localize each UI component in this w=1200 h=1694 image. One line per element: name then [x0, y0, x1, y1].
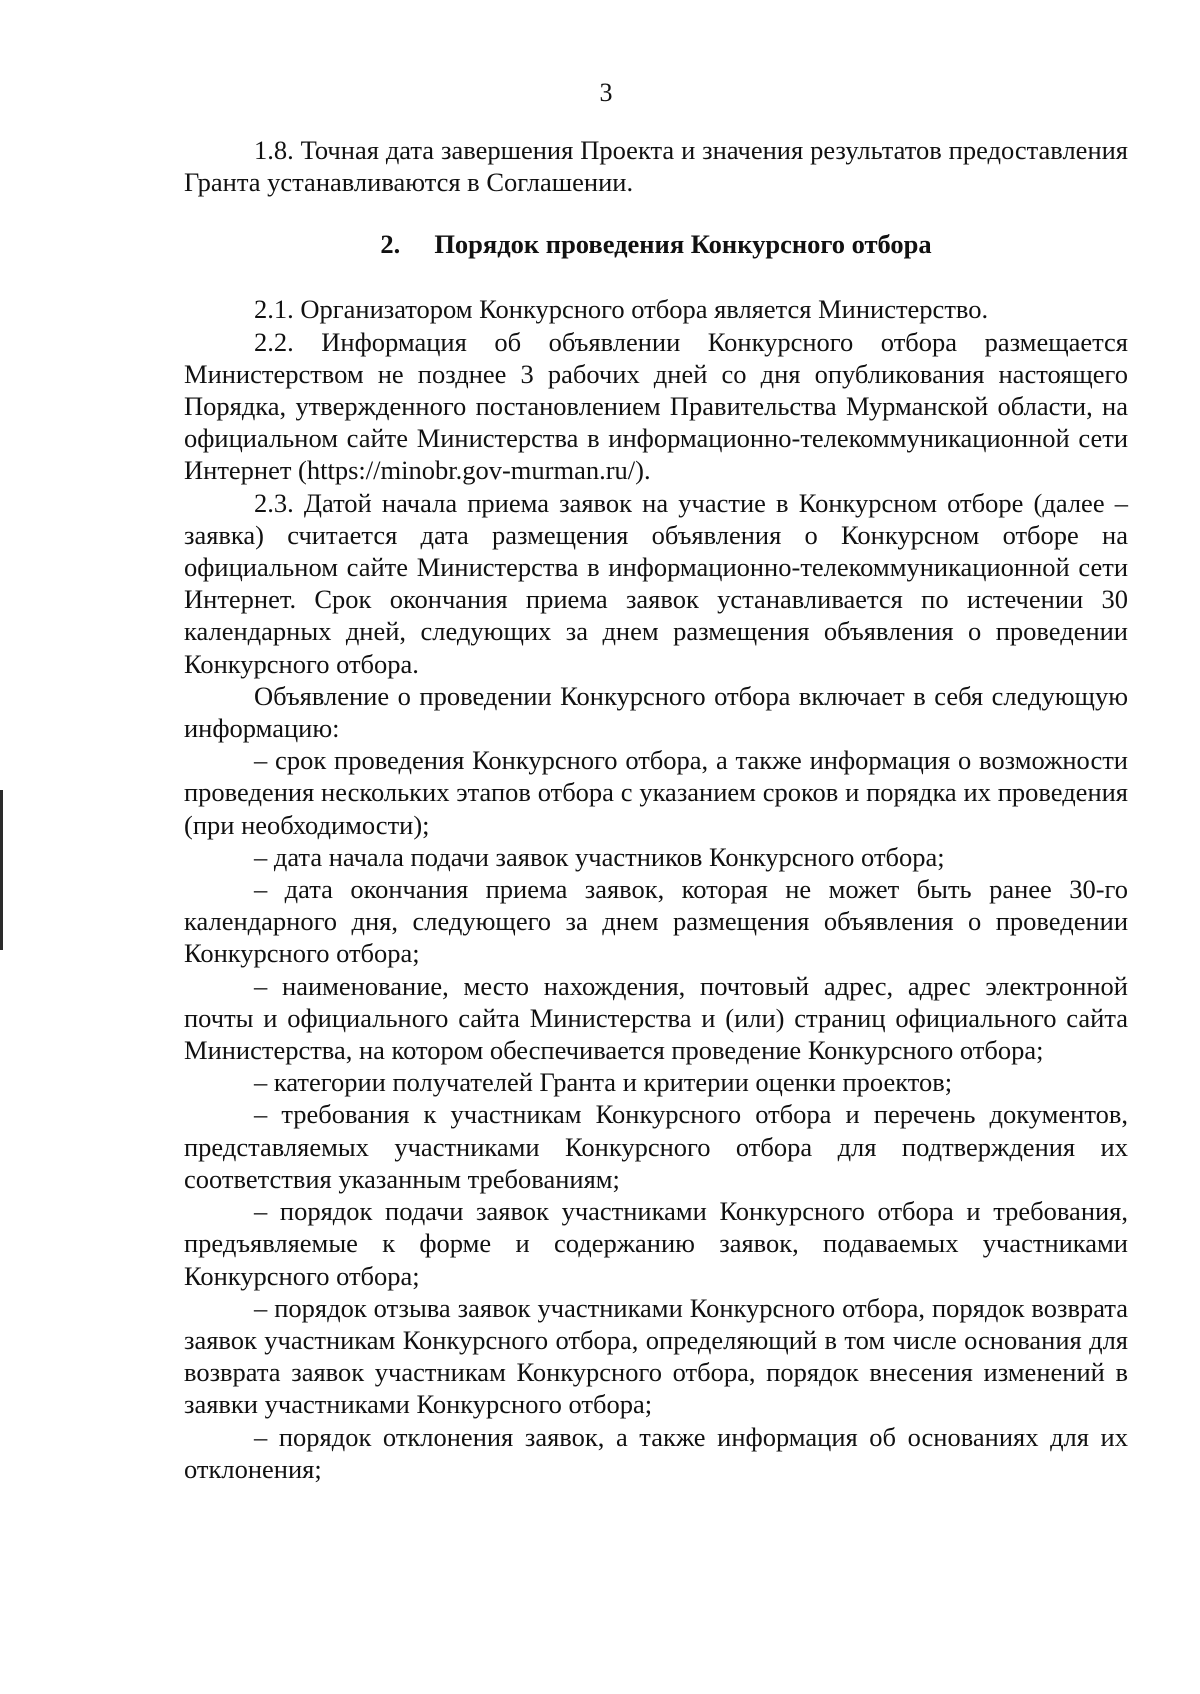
list-item: – порядок подачи заявок участниками Конкурсного отбора и требования, предъявляемые к форме и содержанию заявок, подаваемых участниками Конкурсного отбора; — [184, 1196, 1128, 1291]
document-body — [184, 134, 1128, 1485]
list-item: – порядок отзыва заявок участниками Конкурсного отбора, порядок возврата заявок участникам Конкурсного отбора, определяющий в том числе основания для возврата заявок участникам Конкурсного отбора, порядок внесения изменений в заявки участниками Конкурсного отбора; — [184, 1292, 1128, 1420]
announcement-intro: Объявление о проведении Конкурсного отбора включает в себя следующую информацию: — [184, 680, 1128, 744]
page-number: 3 — [599, 78, 613, 107]
paragraph-2-1: 2.1. Организатором Конкурсного отбора является Министерство. — [254, 294, 989, 325]
paragraph-2-2: 2.2. Информация об объявлении Конкурсного отбора размещается Министерством не позднее 3 рабочих дней со дня опубликования настоящего Порядка, утвержденного постановлением Правительства Мурманской области, на официальном сайте Министерства в информационно-телекоммуникационной сети Интернет (https://minobr.gov-murman.ru/). — [184, 326, 1128, 486]
list-item: – порядок отклонения заявок, а также информация об основаниях для их отклонения; — [184, 1421, 1128, 1484]
list-item: – наименование, место нахождения, почтовый адрес, адрес электронной почты и официального сайта Министерства и (или) страниц официального сайта Министерства, на котором обеспечивается проведение Конкурсного отбора; — [184, 970, 1128, 1066]
section-heading — [184, 198, 1128, 293]
binding-edge-mark — [0, 790, 3, 950]
section-title: Порядок проведения Конкурсного отбора — [434, 229, 932, 260]
paragraph-2-3: 2.3. Датой начала приема заявок на участие в Конкурсном отборе (далее – заявка) считается дата размещения объявления о Конкурсном отборе на официальном сайте Министерства в информационно-телекоммуникационной сети Интернет. Срок окончания приема заявок устанавливается по истечении 30 календарных дней, следующих за днем размещения объявления о проведении Конкурсного отбора. — [184, 487, 1128, 679]
paragraph-1-8: 1.8. Точная дата завершения Проекта и значения результатов предоставления Гранта устанавливаются в Соглашении. — [184, 135, 1128, 198]
list-item: – дата начала подачи заявок участников Конкурсного отбора; — [254, 841, 945, 872]
list-item: – требования к участникам Конкурсного отбора и перечень документов, представляемых участниками Конкурсного отбора для подтверждения их соответствия указанным требованиям; — [184, 1099, 1128, 1194]
list-item: – срок проведения Конкурсного отбора, а также информация о возможности проведения нескольких этапов отбора с указанием сроков и порядка их проведения (при необходимости); — [184, 745, 1128, 840]
list-item: – дата окончания приема заявок, которая не может быть ранее 30-го календарного дня, следующего за днем размещения объявления о проведении Конкурсного отбора; — [184, 874, 1128, 969]
list-item: – категории получателей Гранта и критерии оценки проектов; — [254, 1067, 953, 1098]
section-number: 2. — [380, 229, 401, 260]
